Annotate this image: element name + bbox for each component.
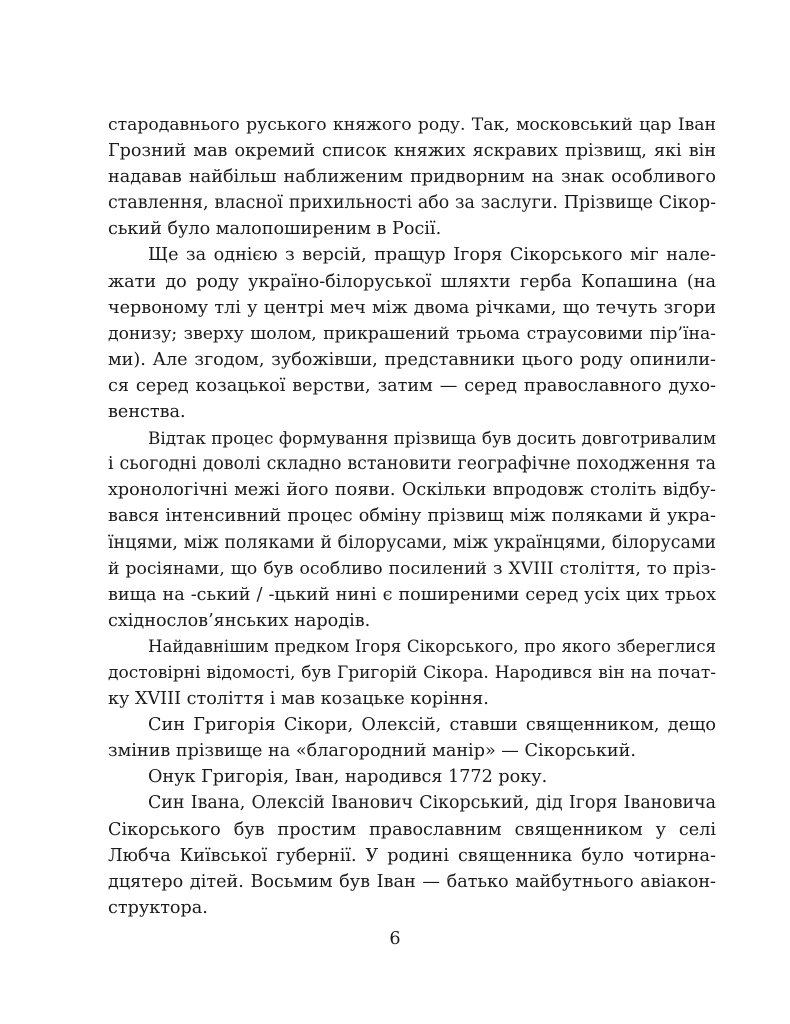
page-body [108, 112, 716, 921]
text-line: дцятеро дітей. Восьмим був Іван — батько майбутнього авіакон- [108, 871, 716, 892]
paragraph [108, 425, 716, 634]
text-line: жати до роду україно-білоруської шляхти герба Копашина (на [108, 271, 716, 292]
text-line: ми). Але згодом, зубожівши, представники цього роду опинили- [108, 349, 716, 370]
text-line: змінив прізвище на «благородний манір» — Сікорський. [108, 741, 636, 762]
text-line: Ще за однією з версій, пращур Ігоря Сікорського міг нале- [148, 245, 716, 266]
paragraph [108, 790, 716, 920]
paragraph [108, 634, 716, 712]
text-line: і сьогодні доволі складно встановити географічне походження та [108, 454, 716, 475]
text-line: достовірні відомості, був Григорій Сікора. Народився він на почат- [108, 662, 716, 683]
text-line: Любча Київської губернії. У родині священника було чотирна- [108, 845, 716, 866]
paragraph [108, 764, 716, 790]
text-line: ставлення, власної прихильності або за заслуги. Прізвище Сікор- [108, 193, 716, 214]
text-line: ський було малопоширеним в Росії. [108, 219, 442, 240]
text-line: венства. [108, 402, 186, 423]
text-line: вався інтенсивний процес обміну прізвищ між поляками й укра- [108, 506, 716, 527]
text-line: й росіянами, що був особливо посилений з XVIII століття, то пріз- [108, 558, 716, 579]
text-line: Грозний мав окремий список княжих яскравих прізвищ, які він [108, 141, 716, 162]
text-line: їнцями, між поляками й білорусами, між українцями, білорусами [108, 532, 716, 553]
text-line: хронологічні межі його появи. Оскільки впродовж століть відбу- [108, 480, 716, 501]
text-line: Онук Григорія, Іван, народився 1772 року. [148, 767, 548, 788]
paragraph [108, 712, 716, 764]
text-line: східнослов’янських народів. [108, 610, 371, 631]
text-line: структора. [108, 897, 208, 918]
text-line: ся серед козацької верстви, затим — серед православного духо- [108, 375, 716, 396]
text-line: стародавнього руського княжого роду. Так, московський цар Іван [108, 115, 716, 135]
text-line: Відтак процес формування прізвища був досить довготривалим [148, 428, 716, 449]
paragraph [108, 112, 716, 242]
text-line: донизу; зверху шолом, прикрашений трьома страусовими пір’їна- [108, 323, 716, 344]
text-line: Сікорського був простим православним священником у селі [108, 819, 716, 840]
text-line: вища на -ський / -цький нині є поширеними серед усіх цих трьох [108, 584, 716, 605]
text-line: ку XVIII століття і мав козацьке коріння. [108, 689, 489, 710]
text-line: Найдавнішим предком Ігоря Сікорського, про якого збереглися [148, 636, 716, 656]
text-line: червоному тлі у центрі меч між двома річками, що течуть згори [108, 297, 716, 318]
text-line: Син Григорія Сікори, Олексій, ставши священником, дещо [148, 715, 716, 736]
page-number: 6 [389, 929, 401, 949]
text-line: Син Івана, Олексій Іванович Сікорський, дід Ігоря Івановича [148, 793, 716, 814]
paragraph [108, 242, 716, 425]
text-line: надавав найбільш наближеним придворним на знак особливого [108, 167, 716, 188]
